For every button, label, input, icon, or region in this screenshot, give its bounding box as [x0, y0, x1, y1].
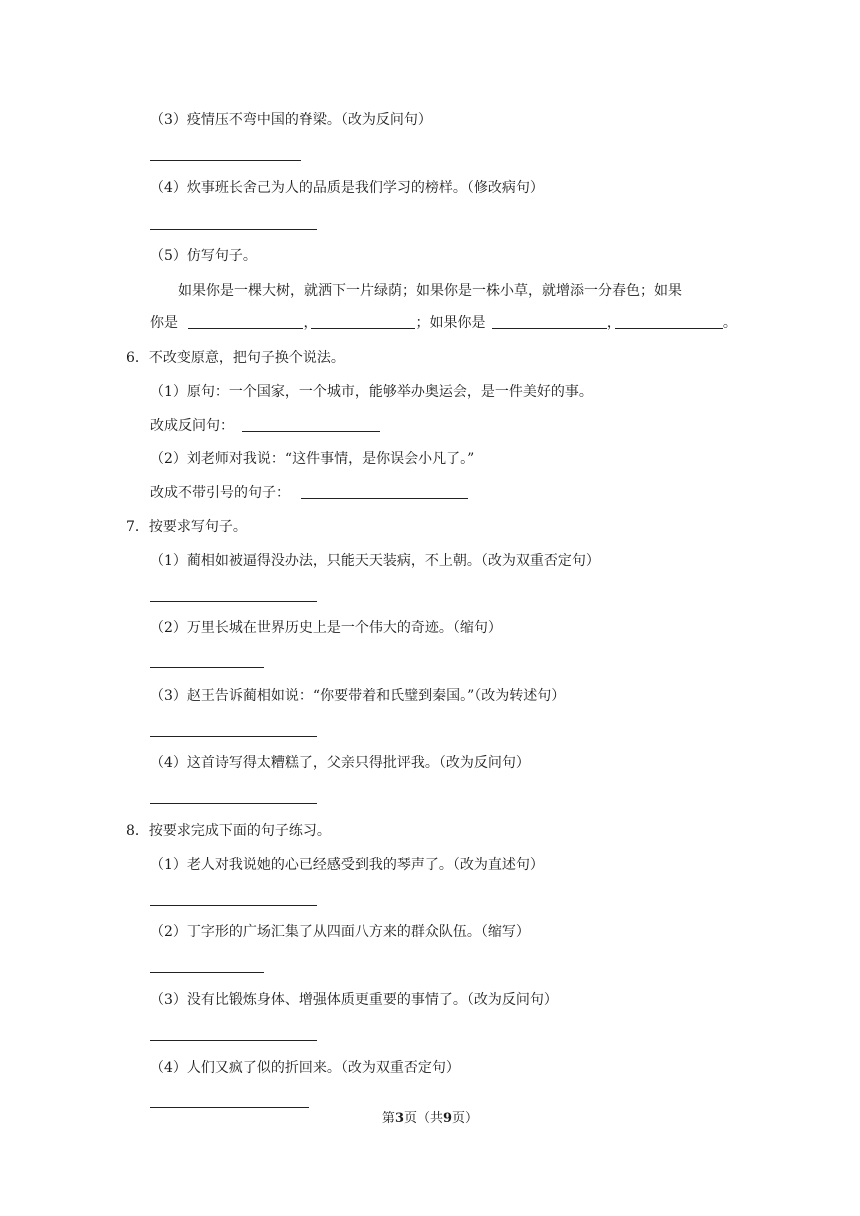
question-6-2-prompt: 改成不带引号的句子： [150, 485, 290, 501]
fill-prefix: 你是 [150, 315, 178, 331]
question-8-1: （1）老人对我说她的心已经感受到我的琴声了。（改为直述句） [150, 857, 544, 873]
fill-mid: ；如果你是 [415, 315, 486, 331]
question-6-1-prompt: 改成反问句： [150, 418, 234, 434]
blank-1[interactable] [188, 314, 303, 329]
answer-line-7-1[interactable] [150, 601, 317, 602]
footer-mid: 页（共 [403, 1111, 443, 1126]
section-8-title: 8．按要求完成下面的句子练习。 [126, 823, 331, 839]
answer-line-5-4[interactable] [150, 229, 317, 230]
answer-line-7-2[interactable] [150, 667, 264, 668]
question-8-3: （3）没有比锻炼身体、增强体质更重要的事情了。（改为反问句） [150, 992, 558, 1008]
question-7-1: （1）蔺相如被逼得没办法，只能天天装病，不上朝。（改为双重否定句） [150, 553, 600, 569]
blank-2[interactable] [311, 314, 415, 329]
question-5-5-model-sentence: 如果你是一棵大树，就洒下一片绿荫；如果你是一株小草，就增添一分春色；如果 [178, 283, 682, 299]
page-footer [0, 1109, 860, 1129]
section-7-title: 7．按要求写句子。 [126, 519, 247, 535]
question-7-2: （2）万里长城在世界历史上是一个伟大的奇迹。（缩句） [150, 620, 502, 636]
answer-line-6-2[interactable] [301, 498, 468, 499]
answer-line-8-1[interactable] [150, 905, 317, 906]
question-7-4: （4）这首诗写得太糟糕了，父亲只得批评我。（改为反问句） [150, 755, 530, 771]
answer-line-7-4[interactable] [150, 803, 317, 804]
answer-line-8-3[interactable] [150, 1040, 317, 1041]
question-5-5: （5）仿写句子。 [150, 248, 257, 264]
question-8-2: （2）丁字形的广场汇集了从四面八方来的群众队伍。（缩写） [150, 924, 530, 940]
total-pages: 9 [443, 1111, 453, 1126]
answer-line-8-4[interactable] [150, 1107, 309, 1108]
footer-suffix: 页） [452, 1111, 479, 1126]
section-6-title: 6．不改变原意，把句子换个说法。 [126, 350, 345, 366]
answer-line-5-3[interactable] [150, 160, 301, 161]
answer-line-8-2[interactable] [150, 972, 264, 973]
blank-3[interactable] [492, 314, 607, 329]
question-7-3: （3）赵王告诉蔺相如说：“你要带着和氏璧到秦国。”（改为转述句） [150, 688, 566, 704]
comma-1: ， [303, 315, 318, 331]
question-5-4: （4）炊事班长舍己为人的品质是我们学习的榜样。（修改病句） [150, 180, 544, 196]
comma-2: ， [606, 315, 621, 331]
blank-4[interactable] [615, 314, 723, 329]
page-number: 3 [394, 1111, 404, 1126]
answer-line-6-1[interactable] [242, 431, 380, 432]
fill-end: 。 [722, 315, 737, 331]
answer-line-7-3[interactable] [150, 736, 317, 737]
question-5-3: （3）疫情压不弯中国的脊梁。（改为反问句） [150, 112, 432, 128]
question-5-5-fill-line [150, 313, 737, 333]
question-6-2: （2）刘老师对我说：“这件事情，是你误会小凡了。” [150, 451, 475, 467]
question-6-1: （1）原句：一个国家，一个城市，能够举办奥运会，是一件美好的事。 [150, 384, 593, 400]
question-8-4: （4）人们又疯了似的折回来。（改为双重否定句） [150, 1060, 460, 1076]
footer-prefix: 第 [381, 1111, 395, 1126]
